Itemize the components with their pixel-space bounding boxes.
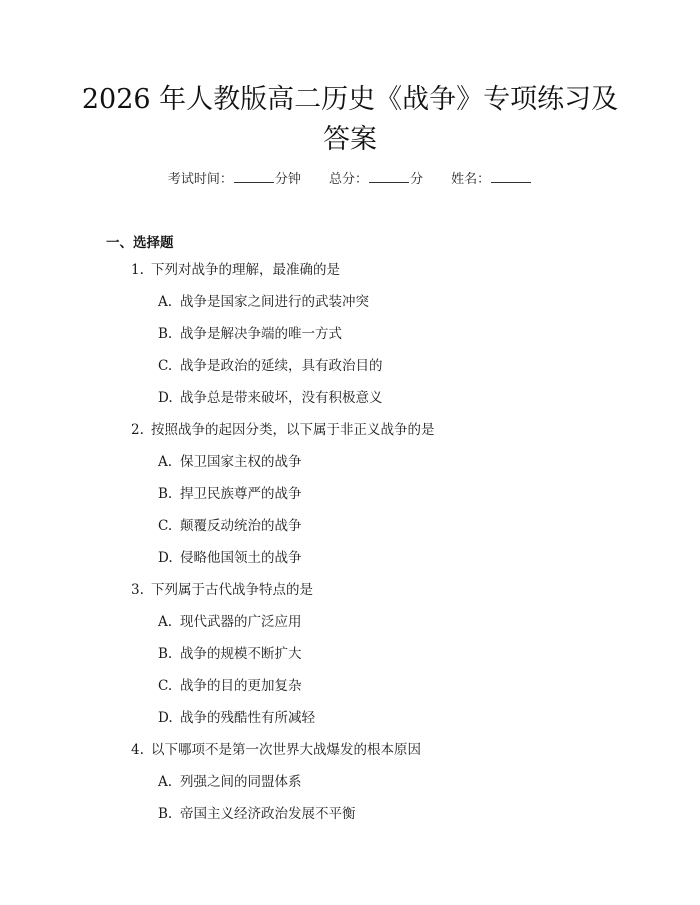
section-title: 一、选择题 (106, 235, 174, 251)
option-1d (158, 389, 383, 407)
option-text: 颠覆反动统治的战争 (180, 518, 302, 534)
option-text: 战争是国家之间进行的武装冲突 (180, 294, 369, 310)
option-letter: B. (158, 646, 173, 662)
question-2 (131, 421, 435, 439)
option-text: 战争总是带来破坏，没有积极意义 (180, 390, 383, 406)
option-letter: C. (158, 678, 173, 694)
option-2d (158, 549, 302, 567)
option-text: 侵略他国领土的战争 (180, 550, 302, 566)
option-3a (158, 613, 302, 631)
meta-label: 考试时间： (167, 172, 233, 187)
option-letter: D. (158, 390, 173, 406)
option-letter: A. (158, 454, 173, 470)
option-letter: B. (158, 806, 173, 822)
option-letter: B. (158, 486, 173, 502)
meta-label: 总分： (328, 172, 368, 187)
question-3 (131, 581, 313, 599)
option-letter: D. (158, 710, 173, 726)
option-text: 列强之间的同盟体系 (180, 774, 302, 790)
option-text: 战争的残酷性有所减轻 (180, 710, 315, 726)
meta-suffix: 分钟 (274, 172, 301, 187)
question-text: 下列对战争的理解，最准确的是 (151, 262, 340, 278)
option-text: 战争是政治的延续，具有政治目的 (180, 358, 383, 374)
option-letter: A. (158, 614, 173, 630)
option-text: 保卫国家主权的战争 (180, 454, 302, 470)
option-letter: C. (158, 518, 173, 534)
option-1b (158, 325, 342, 343)
option-3b (158, 645, 302, 663)
option-text: 战争是解决争端的唯一方式 (180, 326, 342, 342)
option-letter: C. (158, 358, 173, 374)
meta-exam-time (168, 170, 301, 189)
question-number: 1. (131, 262, 144, 278)
meta-suffix: 分 (410, 172, 424, 187)
meta-total-score (329, 170, 423, 189)
option-1a (158, 293, 369, 311)
option-text: 帝国主义经济政治发展不平衡 (180, 806, 356, 822)
question-text: 按照战争的起因分类，以下属于非正义战争的是 (151, 422, 435, 438)
blank-line (491, 170, 531, 183)
option-text: 战争的规模不断扩大 (180, 646, 302, 662)
option-letter: A. (158, 294, 173, 310)
question-1 (131, 261, 340, 279)
option-4a (158, 773, 302, 791)
option-text: 捍卫民族尊严的战争 (180, 486, 302, 502)
option-2b (158, 485, 302, 503)
meta-name (451, 170, 532, 189)
option-3d (158, 709, 315, 727)
question-number: 2. (131, 422, 144, 438)
option-text: 现代武器的广泛应用 (180, 614, 302, 630)
option-3c (158, 677, 302, 695)
option-2a (158, 453, 302, 471)
blank-line (369, 170, 409, 183)
option-4b (158, 805, 356, 823)
question-text: 下列属于古代战争特点的是 (151, 582, 313, 598)
option-text: 战争的目的更加复杂 (180, 678, 302, 694)
option-1c (158, 357, 383, 375)
blank-line (234, 170, 274, 183)
meta-label: 姓名： (451, 172, 491, 187)
document-title: 2026 年人教版高二历史《战争》专项练习及答案 (81, 84, 619, 155)
option-letter: A. (158, 774, 173, 790)
question-number: 4. (131, 742, 144, 758)
question-number: 3. (131, 582, 144, 598)
question-4 (131, 741, 421, 759)
option-letter: D. (158, 550, 173, 566)
option-2c (158, 517, 302, 535)
option-letter: B. (158, 326, 173, 342)
question-text: 以下哪项不是第一次世界大战爆发的根本原因 (151, 742, 421, 758)
exam-meta (0, 170, 700, 189)
